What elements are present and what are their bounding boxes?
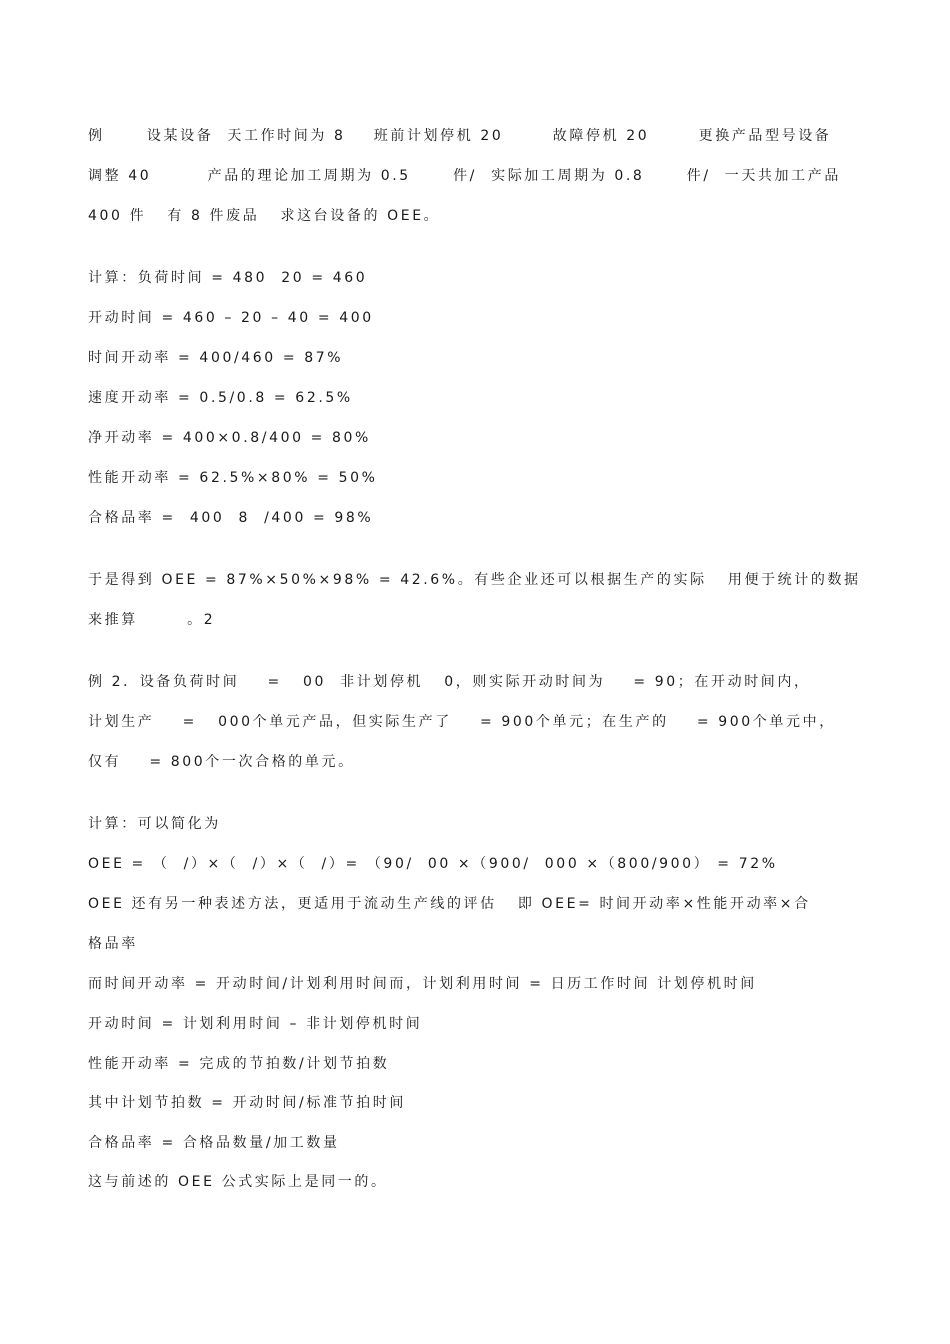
calculation-line: 开动时间 = 计划利用时间 – 非计划停机时间: [88, 1016, 423, 1032]
calculation-line: 速度开动率 = 0.5/0.8 = 62.5%: [88, 390, 353, 406]
calculation-line: 净开动率 = 400×0.8/400 = 80%: [88, 430, 371, 446]
example-1-line: 400 件 有 8 件废品 求这台设备的 OEE。: [88, 208, 441, 224]
example-2-line: 例 2．设备负荷时间 = 00 非计划停机 0，则实际开动时间为 = 90；在开动时间内，: [88, 674, 811, 690]
calculation-line: 性能开动率 = 62.5%×80% = 50%: [88, 470, 378, 486]
calculation-line: OEE 还有另一种表述方法，更适用于流动生产线的评估 即 OEE= 时间开动率×性能开动率×合: [88, 896, 811, 912]
calculation-line: 时间开动率 = 400/460 = 87%: [88, 350, 344, 366]
calculation-line: 格品率: [88, 936, 138, 952]
example-2-line: 仅有 = 800个一次合格的单元。: [88, 754, 355, 770]
example-2-line: 计划生产 = 000个单元产品，但实际生产了 = 900个单元；在生产的 = 900个单元中，: [88, 714, 836, 730]
calculation-line: 这与前述的 OEE 公式实际上是同一的。: [88, 1174, 388, 1190]
calculation-line: 其中计划节拍数 = 开动时间/标准节拍时间: [88, 1095, 406, 1111]
calculation-line: 计算：可以简化为: [88, 816, 221, 832]
oee-formula-line: OEE = （ /）×（ /）×（ /）= （90/ 00 ×（900/ 000 ×（800/900） = 72%: [88, 856, 778, 872]
calculation-line: 计算：负荷时间 = 480 20 = 460: [88, 270, 368, 286]
calculation-line: 合格品率 = 合格品数量/加工数量: [88, 1135, 340, 1151]
example-1-line: 调整 40 产品的理论加工周期为 0.5 件/ 实际加工周期为 0.8 件/ 一天共加工产品: [88, 168, 841, 184]
calculation-line: 开动时间 = 460 – 20 – 40 = 400: [88, 310, 374, 326]
calculation-line: 性能开动率 = 完成的节拍数/计划节拍数: [88, 1056, 390, 1072]
calculation-line: 合格品率 = 400 8 /400 = 98%: [88, 510, 374, 526]
calculation-line: 而时间开动率 = 开动时间/计划利用时间而，计划利用时间 = 日历工作时间 计划停机时间: [88, 976, 757, 992]
conclusion-line: 来推算 。2: [88, 612, 216, 628]
conclusion-line: 于是得到 OEE = 87%×50%×98% = 42.6%。有些企业还可以根据生产的实际 用便于统计的数据: [88, 572, 861, 588]
example-1-line: 例 设某设备 天工作时间为 8 班前计划停机 20 故障停机 20 更换产品型号设备: [88, 128, 832, 144]
